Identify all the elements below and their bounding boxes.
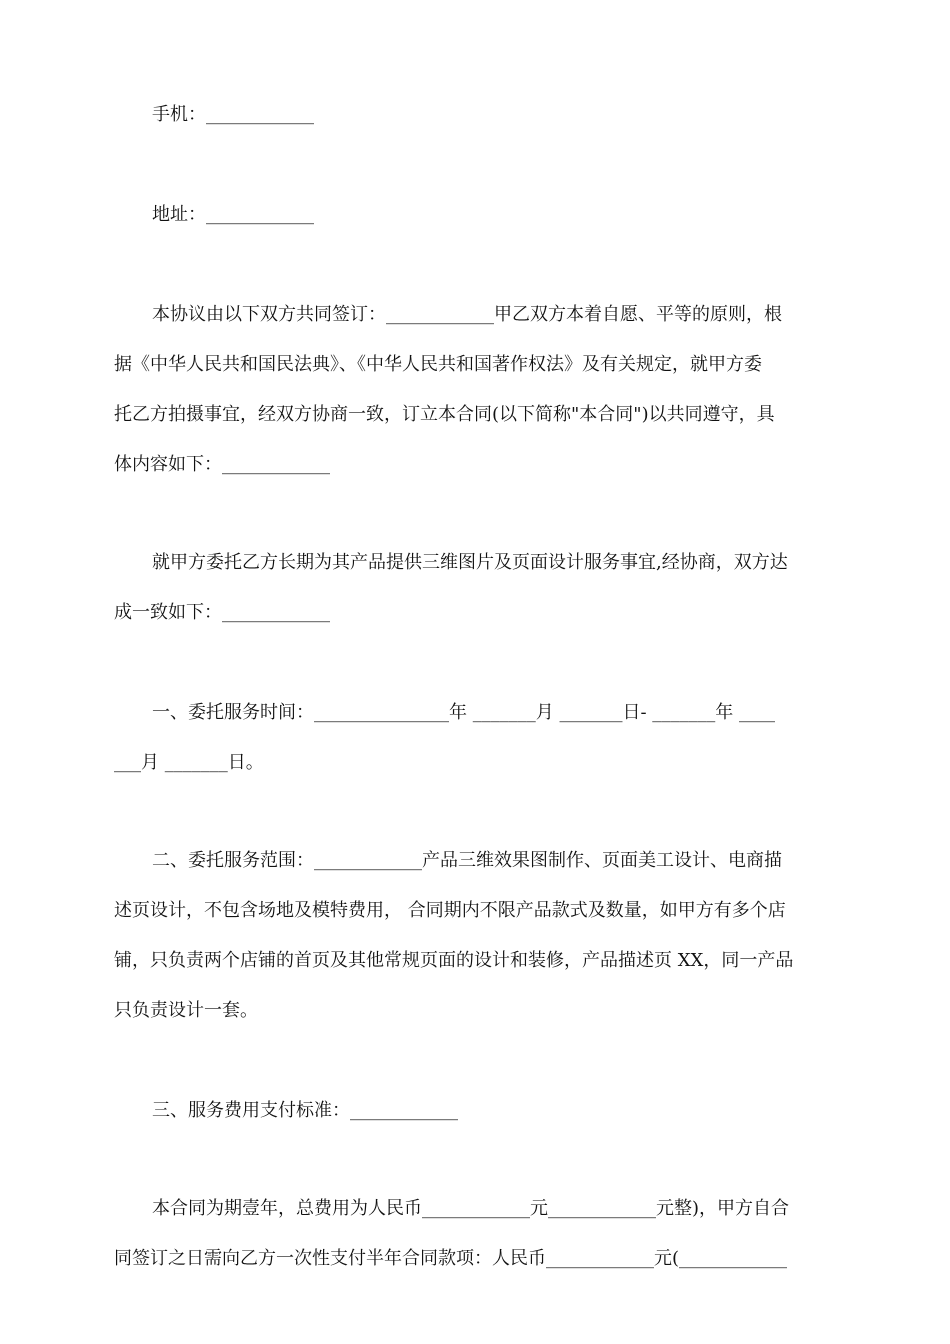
- phone-field-line: 手机：____________: [152, 104, 314, 125]
- fee-paragraph-line: 同签订之日需向乙方一次性支付半年合同款项：人民币____________元(____________: [114, 1248, 788, 1269]
- intro-paragraph-line: 体内容如下：____________: [114, 454, 330, 475]
- intro-paragraph-line: 托乙方拍摄事宜，经双方协商一致，订立本合同(以下简称"本合同")以共同遵守，具: [114, 404, 775, 425]
- section-1-service-time: ___月 _______日。: [114, 752, 264, 773]
- section-2-service-scope: 铺，只负责两个店铺的首页及其他常规页面的设计和装修，产品描述页 XX，同一产品: [114, 950, 794, 971]
- section-2-service-scope: 二、委托服务范围：____________产品三维效果图制作、页面美工设计、电商描: [152, 850, 782, 871]
- section-2-service-scope: 只负责设计一套。: [114, 1000, 258, 1021]
- section-2-service-scope: 述页设计，不包含场地及模特费用， 合同期内不限产品款式及数量，如甲方有多个店: [114, 900, 786, 921]
- intro-paragraph-line: 据《中华人民共和国民法典》、《中华人民共和国著作权法》及有关规定，就甲方委: [114, 354, 762, 375]
- section-3-fee-standard: 三、服务费用支付标准：____________: [152, 1100, 458, 1121]
- address-field-line: 地址：____________: [152, 204, 314, 225]
- section-1-service-time: 一、委托服务时间：_______________年 _______月 _______日- _______年 ____: [152, 702, 775, 723]
- fee-paragraph-line: 本合同为期壹年，总费用为人民币____________元____________元整)，甲方自合: [152, 1198, 790, 1219]
- purpose-paragraph-line: 成一致如下：____________: [114, 602, 330, 623]
- purpose-paragraph-line: 就甲方委托乙方长期为其产品提供三维图片及页面设计服务事宜,经协商，双方达: [152, 552, 788, 573]
- intro-paragraph-line: 本协议由以下双方共同签订：____________甲乙双方本着自愿、平等的原则，根: [152, 304, 782, 325]
